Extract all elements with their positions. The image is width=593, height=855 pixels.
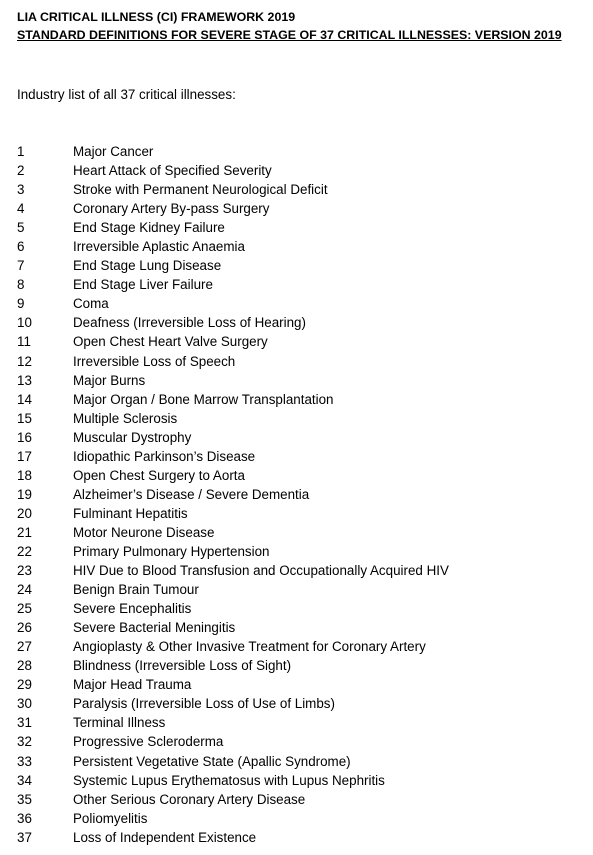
- list-item-name: Deafness (Irreversible Loss of Hearing): [73, 315, 306, 331]
- list-item-name: Coma: [73, 296, 109, 312]
- list-item-name: Terminal Illness: [73, 715, 166, 731]
- list-item-name: Alzheimer’s Disease / Severe Dementia: [73, 486, 310, 502]
- list-item-name: Blindness (Irreversible Loss of Sight): [73, 658, 292, 674]
- list-item: [17, 180, 587, 199]
- list-item-name: Irreversible Loss of Speech: [73, 353, 236, 369]
- list-item-number: 37: [17, 829, 32, 845]
- list-item: [17, 790, 587, 809]
- list-item: [17, 428, 587, 447]
- list-item-number: 4: [17, 201, 25, 217]
- list-item-number: 15: [17, 410, 32, 426]
- list-item: [17, 504, 587, 523]
- list-item-number: 27: [17, 639, 32, 655]
- list-item: [17, 694, 587, 713]
- list-item-name: Multiple Sclerosis: [73, 410, 178, 426]
- list-item-name: HIV Due to Blood Transfusion and Occupationally Acquired HIV: [73, 563, 449, 579]
- list-item-number: 22: [17, 543, 32, 559]
- list-item: [17, 371, 587, 390]
- list-item-name: Muscular Dystrophy: [73, 429, 192, 445]
- list-item: [17, 332, 587, 351]
- list-item: [17, 466, 587, 485]
- list-item: [17, 161, 587, 180]
- list-item: [17, 390, 587, 409]
- list-item: [17, 294, 587, 313]
- list-item-name: Major Head Trauma: [73, 677, 192, 693]
- list-item-number: 36: [17, 810, 32, 826]
- list-item-name: Open Chest Surgery to Aorta: [73, 467, 245, 483]
- list-item-name: Motor Neurone Disease: [73, 524, 215, 540]
- list-item: [17, 580, 587, 599]
- list-item: [17, 542, 587, 561]
- list-item-number: 13: [17, 372, 32, 388]
- list-item-name: Severe Encephalitis: [73, 601, 192, 617]
- list-item-number: 19: [17, 486, 32, 502]
- list-item-number: 31: [17, 715, 32, 731]
- list-item: [17, 409, 587, 428]
- list-item: [17, 275, 587, 294]
- list-item-number: 34: [17, 772, 32, 788]
- list-item-number: 12: [17, 353, 32, 369]
- list-item-name: End Stage Kidney Failure: [73, 220, 225, 236]
- list-item: [17, 237, 587, 256]
- list-item-number: 28: [17, 658, 32, 674]
- list-item-name: Stroke with Permanent Neurological Deficit: [73, 182, 328, 198]
- list-item: [17, 352, 587, 371]
- list-item: [17, 675, 587, 694]
- list-item: [17, 256, 587, 275]
- list-item-number: 30: [17, 696, 32, 712]
- list-item-name: Heart Attack of Specified Severity: [73, 163, 272, 179]
- document-subtitle: STANDARD DEFINITIONS FOR SEVERE STAGE OF 37 CRITICAL ILLNESSES: VERSION 2019: [17, 28, 562, 42]
- list-item: [17, 713, 587, 732]
- list-item-name: Systemic Lupus Erythematosus with Lupus Nephritis: [73, 772, 385, 788]
- list-item-name: Coronary Artery By-pass Surgery: [73, 201, 270, 217]
- list-item-number: 26: [17, 620, 32, 636]
- list-item: [17, 218, 587, 237]
- document-title: LIA CRITICAL ILLNESS (CI) FRAMEWORK 2019: [17, 10, 296, 24]
- list-item-number: 10: [17, 315, 32, 331]
- list-item-number: 16: [17, 429, 32, 445]
- list-item: [17, 656, 587, 675]
- list-item-name: Angioplasty & Other Invasive Treatment for Coronary Artery: [73, 639, 426, 655]
- list-item: [17, 637, 587, 656]
- list-item-name: Persistent Vegetative State (Apallic Syndrome): [73, 753, 351, 769]
- list-item-number: 25: [17, 601, 32, 617]
- list-item: [17, 561, 587, 580]
- list-item-number: 1: [17, 144, 25, 159]
- list-item-number: 6: [17, 239, 25, 255]
- list-item-number: 35: [17, 791, 32, 807]
- list-item-number: 24: [17, 582, 32, 598]
- document-header: [17, 8, 587, 44]
- list-item-number: 33: [17, 753, 32, 769]
- list-item-number: 9: [17, 296, 25, 312]
- list-item-number: 21: [17, 524, 32, 540]
- list-item-name: Major Organ / Bone Marrow Transplantation: [73, 391, 334, 407]
- list-item-number: 3: [17, 182, 25, 198]
- list-item-name: Irreversible Aplastic Anaemia: [73, 239, 245, 255]
- list-item-number: 23: [17, 563, 32, 579]
- list-item-number: 32: [17, 734, 32, 750]
- list-item: [17, 599, 587, 618]
- list-item-name: Major Cancer: [73, 144, 154, 159]
- list-item-number: 17: [17, 448, 32, 464]
- list-item: [17, 447, 587, 466]
- list-item: [17, 523, 587, 542]
- list-item: [17, 485, 587, 504]
- list-item: [17, 313, 587, 332]
- illness-list: [17, 142, 587, 847]
- list-item: [17, 828, 587, 847]
- list-item-name: Severe Bacterial Meningitis: [73, 620, 236, 636]
- list-item-name: Other Serious Coronary Artery Disease: [73, 791, 306, 807]
- list-item-name: Loss of Independent Existence: [73, 829, 257, 845]
- list-item: [17, 752, 587, 771]
- list-item-name: Benign Brain Tumour: [73, 582, 199, 598]
- list-item-name: Fulminant Hepatitis: [73, 505, 188, 521]
- list-item: [17, 142, 587, 161]
- list-item-name: Major Burns: [73, 372, 146, 388]
- list-item-name: Open Chest Heart Valve Surgery: [73, 334, 268, 350]
- list-item-name: Idiopathic Parkinson’s Disease: [73, 448, 256, 464]
- list-item-name: Primary Pulmonary Hypertension: [73, 543, 270, 559]
- list-item-number: 8: [17, 277, 25, 293]
- list-item-name: Paralysis (Irreversible Loss of Use of Limbs): [73, 696, 335, 712]
- list-item-name: End Stage Lung Disease: [73, 258, 222, 274]
- list-item: [17, 809, 587, 828]
- list-item-number: 11: [17, 334, 31, 350]
- list-item-name: Progressive Scleroderma: [73, 734, 224, 750]
- list-item-number: 7: [17, 258, 25, 274]
- list-item-number: 20: [17, 505, 32, 521]
- list-item-number: 5: [17, 220, 25, 236]
- list-item-name: End Stage Liver Failure: [73, 277, 213, 293]
- list-item: [17, 618, 587, 637]
- list-item: [17, 771, 587, 790]
- list-item-name: Poliomyelitis: [73, 810, 148, 826]
- list-item-number: 29: [17, 677, 32, 693]
- intro-text: Industry list of all 37 critical illnesses:: [17, 87, 236, 102]
- list-item-number: 2: [17, 163, 25, 179]
- list-item: [17, 199, 587, 218]
- list-item-number: 18: [17, 467, 32, 483]
- list-item: [17, 732, 587, 751]
- list-item-number: 14: [17, 391, 32, 407]
